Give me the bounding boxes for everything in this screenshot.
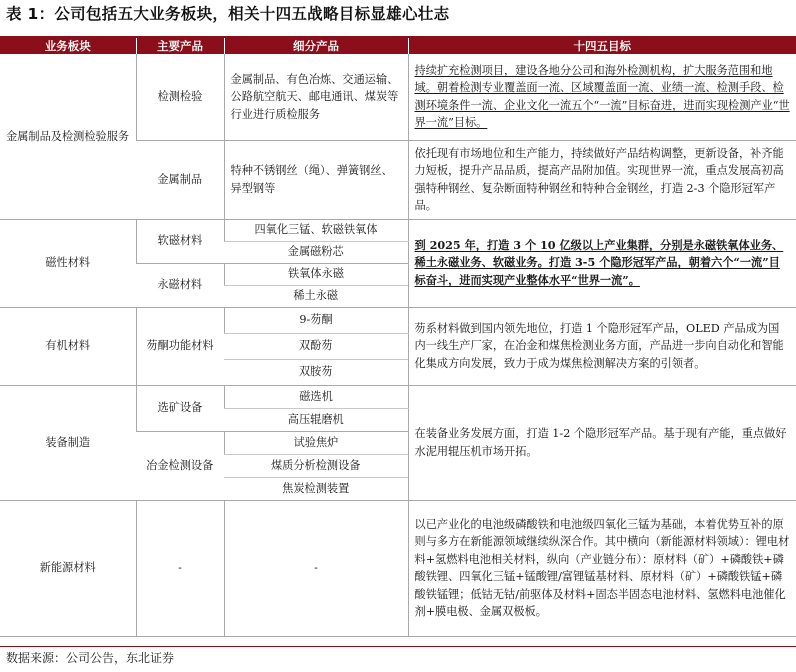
segment-cell: 装备制造 — [0, 385, 136, 500]
segment-cell: 金属制品及检测检验服务 — [0, 54, 136, 219]
segment-cell: 有机材料 — [0, 307, 136, 385]
subproduct-cell: 双胺芴 — [224, 359, 408, 385]
product-cell: 选矿设备 — [136, 385, 224, 431]
product-cell: 芴酮功能材料 — [136, 307, 224, 385]
table-row — [0, 219, 796, 241]
table-row — [0, 54, 796, 140]
product-cell: 金属制品 — [136, 140, 224, 219]
product-cell: 永磁材料 — [136, 263, 224, 307]
goal-cell: 在装备业务发展方面，打造 1-2 个隐形冠军产品。基于现有产能，重点做好水泥用辊压机市场开拓。 — [408, 385, 796, 500]
product-cell: 检测检验 — [136, 54, 224, 140]
segment-cell: 新能源材料 — [0, 500, 136, 636]
segment-cell: 磁性材料 — [0, 219, 136, 307]
product-cell: 软磁材料 — [136, 219, 224, 263]
goal-text: 到 2025 年，打造 3 个 10 亿级以上产业集群，分别是永磁铁氧体业务、稀土永磁业务、软磁业务。打造 3-5 个隐形冠军产品，朝着六个“一流”目标奋斗，进而实现产业整体水平“世界一流”。 — [414, 237, 784, 287]
goal-cell: 依托现有市场地位和生产能力，持续做好产品结构调整，更新设备，补齐能力短板，提升产品品质，提高产品附加值。实现世界一流，重点发展高初高强特种钢丝、复杂断面特种钢丝和特种合金钢丝，打造 2-3 个隐形冠军产品。 — [408, 140, 796, 219]
table-title: 表 1：公司包括五大业务板块，相关十四五战略目标显雄心壮志 — [6, 5, 450, 23]
subproduct-cell: 四氧化三锰、软磁铁氧体 — [224, 219, 408, 241]
subproduct-cell: 试验焦炉 — [224, 431, 408, 454]
header-product: 主要产品 — [136, 38, 224, 54]
source-note: 数据来源：公司公告，东北证券 — [6, 651, 175, 665]
table-row — [0, 385, 796, 408]
product-cell: - — [136, 500, 224, 636]
subproduct-cell: 双酚芴 — [224, 333, 408, 359]
header-goal: 十四五目标 — [408, 38, 796, 54]
header-row — [0, 38, 796, 54]
subproduct-cell: - — [224, 500, 408, 636]
product-cell: 冶金检测设备 — [136, 431, 224, 500]
header-segment: 业务板块 — [0, 38, 136, 54]
goal-cell — [408, 54, 796, 140]
subproduct-cell: 稀土永磁 — [224, 285, 408, 307]
goal-text: 持续扩充检测项目，建设各地分公司和海外检测机构，扩大服务范围和地域。朝着检测专业覆盖面一流、区域覆盖面一流、业绩一流、检测手段、检测环境条件一流、企业文化一流五个“一流”目标奋进，进而实现检测产业“世界一流”目标。 — [414, 63, 790, 130]
subproduct-cell: 9-芴酮 — [224, 307, 408, 333]
subproduct-cell: 铁氧体永磁 — [224, 263, 408, 285]
goal-cell: 芴系材料做到国内领先地位，打造 1 个隐形冠军产品，OLED 产品成为国内一线生产厂家，在冶金和煤焦检测业务方面，产品进一步向自动化和智能化集成方向发展，致力于成为煤焦检测解决方案的引领者。 — [408, 307, 796, 385]
goal-cell: 以已产业化的电池级磷酸铁和电池级四氧化三锰为基础，本着优势互补的原则与多方在新能源领域继续纵深合作。其中横向（新能源材料领域）：锂电材料+氢燃料电池相关材料，纵向（产业链分布）：原材料（矿）+磷酸铁+磷酸铁锂、四氧化三锰+锰酸锂/富锂锰基材料、原材料（矿）+磷酸铁锰+磷酸铁锰锂；低钴无钴/前驱体及材料+固态半固态电池材料、氢燃料电池催化剂+膜电极、金属双极板。 — [408, 500, 796, 636]
footer-rule — [0, 646, 796, 647]
goal-cell — [408, 219, 796, 307]
table-row — [0, 500, 796, 636]
subproduct-cell: 高压辊磨机 — [224, 408, 408, 431]
subproduct-cell: 焦炭检测装置 — [224, 477, 408, 500]
subproduct-cell: 金属制品、有色冶炼、交通运输、公路航空航天、邮电通讯、煤炭等行业进行质检服务 — [224, 54, 408, 140]
table-row — [0, 307, 796, 333]
subproduct-cell: 金属磁粉芯 — [224, 241, 408, 263]
subproduct-cell: 特种不锈钢丝（绳）、弹簧钢丝、异型钢等 — [224, 140, 408, 219]
subproduct-cell: 磁选机 — [224, 385, 408, 408]
subproduct-cell: 煤质分析检测设备 — [224, 454, 408, 477]
header-subproduct: 细分产品 — [224, 38, 408, 54]
business-table — [0, 38, 796, 637]
